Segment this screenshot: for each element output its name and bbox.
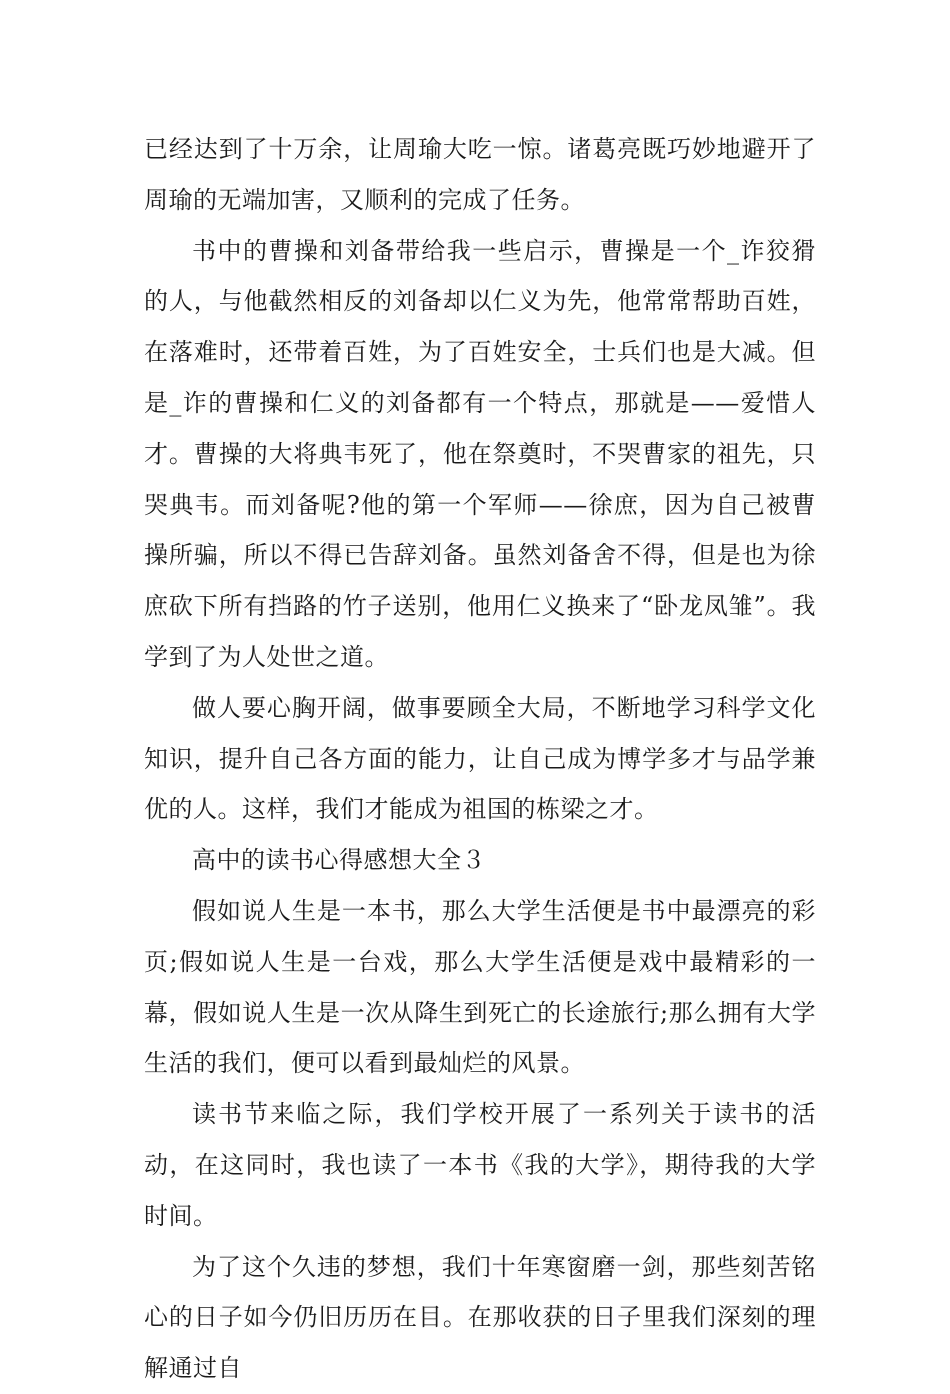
paragraph-1: 已经达到了十万余，让周瑜大吃一惊。诸葛亮既巧妙地避开了周瑜的无端加害，又顺利的完成了任务。	[144, 135, 816, 214]
paragraph-4: 假如说人生是一本书，那么大学生活便是书中最漂亮的彩页;假如说人生是一台戏，那么大学生活便是戏中最精彩的一幕，假如说人生是一次从降生到死亡的长途旅行;那么拥有大学生活的我们，便可以看到最灿烂的风景。	[144, 896, 816, 1078]
document-body	[144, 124, 816, 1394]
section-title: 高中的读书心得感想大全３	[192, 846, 486, 875]
paragraph-6: 为了这个久违的梦想，我们十年寒窗磨一剑，那些刻苦铭心的日子如今仍旧历历在目。在那收获的日子里我们深刻的理解通过自	[144, 1252, 816, 1383]
paragraph-5: 读书节来临之际，我们学校开展了一系列关于读书的活动，在这同时，我也读了一本书《我的大学》，期待我的大学时间。	[144, 1100, 816, 1230]
paragraph-2: 书中的曹操和刘备带给我一些启示，曹操是一个_诈狡猾的人，与他截然相反的刘备却以仁义为先，他常常帮助百姓，在落难时，还带着百姓，为了百姓安全，士兵们也是大减。但是_诈的曹操和仁义的刘备都有一个特点，那就是——爱惜人才。曹操的大将典韦死了，他在祭奠时，不哭曹家的祖先，只哭典韦。而刘备呢?他的第一个军师——徐庶，因为自己被曹操所骗，所以不得已告辞刘备。虽然刘备舍不得，但是也为徐庶砍下所有挡路的竹子送别，他用仁义换来了“卧龙凤雏”。我学到了为人处世之道。	[144, 236, 816, 671]
paragraph-3: 做人要心胸开阔，做事要顾全大局，不断地学习科学文化知识，提升自己各方面的能力，让自己成为博学多才与品学兼优的人。这样，我们才能成为祖国的栋梁之才。	[144, 693, 816, 824]
